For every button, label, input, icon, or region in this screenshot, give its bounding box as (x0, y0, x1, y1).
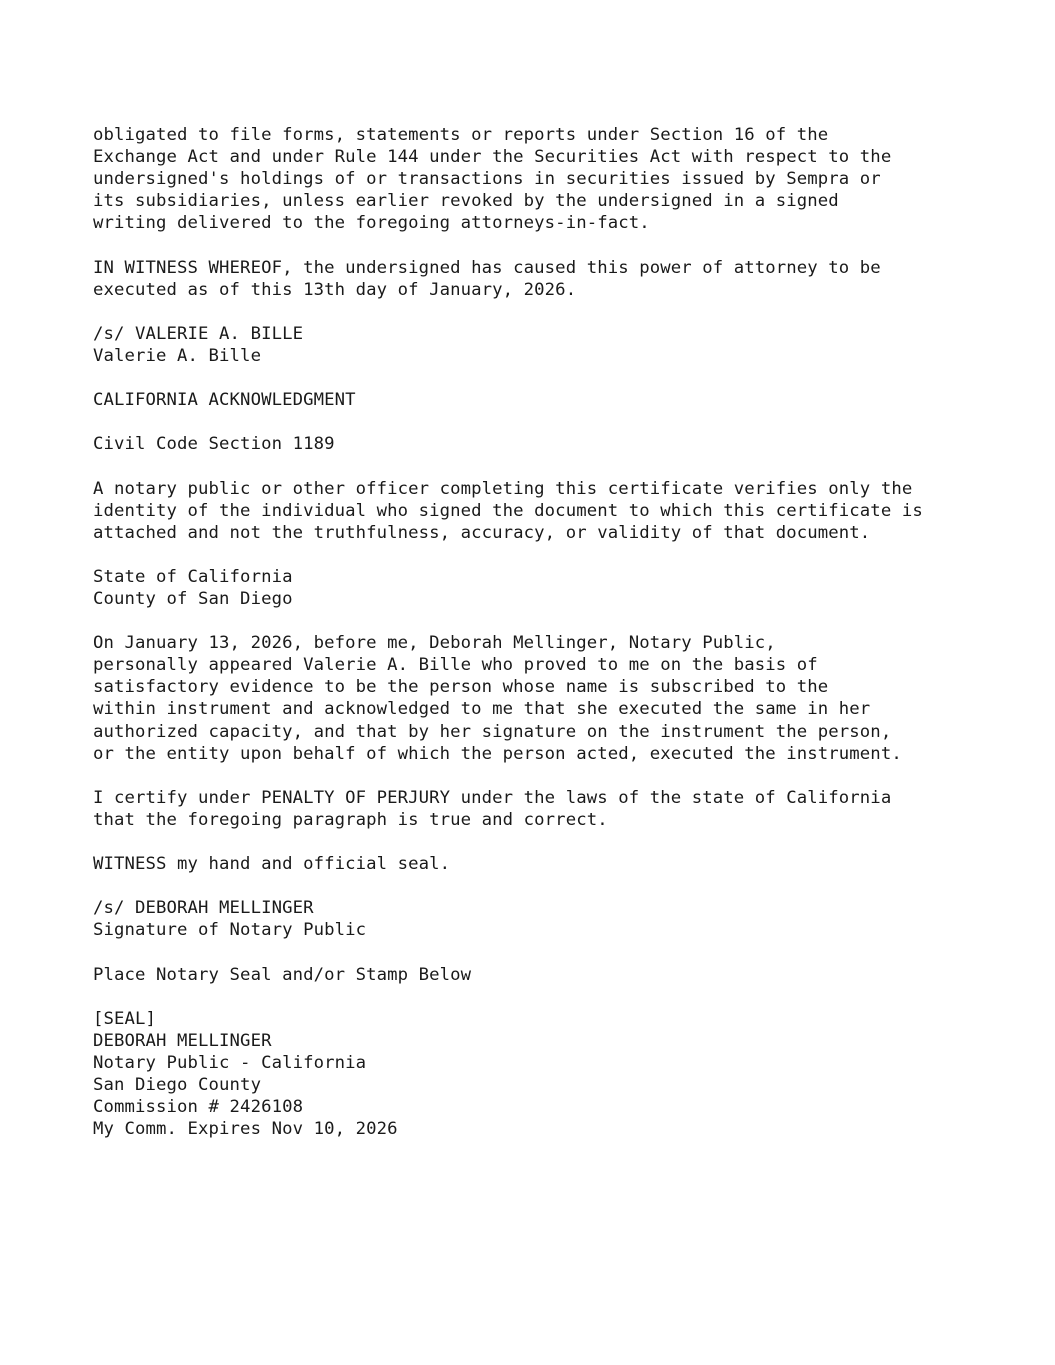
seal-name: DEBORAH MELLINGER (93, 1030, 272, 1051)
principal-name: Valerie A. Bille (93, 345, 262, 366)
document-page (93, 124, 993, 1162)
text-line: On January 13, 2026, before me, Deborah Mellinger, Notary Public, (93, 633, 776, 654)
text-line: satisfactory evidence to be the person whose name is subscribed to the (93, 677, 829, 698)
perjury-statement (93, 787, 993, 831)
witness-clause (93, 257, 993, 301)
continuation-paragraph (93, 124, 993, 234)
venue-state: State of California (93, 566, 293, 587)
text-line: A notary public or other officer completing this certificate verifies only the (93, 478, 913, 499)
text-line: identity of the individual who signed the document to which this certificate is (93, 500, 923, 521)
notary-seal (93, 1008, 993, 1141)
seal-instruction-line: Place Notary Seal and/or Stamp Below (93, 964, 472, 985)
text-line: Exchange Act and under Rule 144 under the Securities Act with respect to the (93, 147, 892, 168)
venue (93, 566, 993, 610)
venue-county: County of San Diego (93, 588, 293, 609)
seal-marker: [SEAL] (93, 1008, 157, 1029)
text-line: that the foregoing paragraph is true and correct. (93, 809, 608, 830)
witness-hand (93, 853, 993, 875)
text-line: executed as of this 13th day of January, 2026. (93, 279, 577, 300)
notary-notice (93, 478, 993, 544)
seal-instruction (93, 964, 993, 986)
text-line: writing delivered to the foregoing attorneys-in-fact. (93, 213, 650, 234)
principal-signed-line: /s/ VALERIE A. BILLE (93, 323, 304, 344)
text-line: attached and not the truthfulness, accuracy, or validity of that document. (93, 522, 871, 543)
acknowledgment-body (93, 632, 993, 765)
section-heading: CALIFORNIA ACKNOWLEDGMENT (93, 390, 356, 411)
seal-commission: Commission # 2426108 (93, 1097, 304, 1118)
notary-signature (93, 897, 993, 941)
seal-title: Notary Public - California (93, 1052, 367, 1073)
text-line: or the entity upon behalf of which the person acted, executed the instrument. (93, 743, 902, 764)
text-line: obligated to file forms, statements or reports under Section 16 of the (93, 125, 829, 145)
notary-signature-caption: Signature of Notary Public (93, 920, 367, 941)
text-line: its subsidiaries, unless earlier revoked by the undersigned in a signed (93, 191, 839, 212)
seal-county: San Diego County (93, 1075, 262, 1096)
notary-signed-line: /s/ DEBORAH MELLINGER (93, 898, 314, 919)
text-line: IN WITNESS WHEREOF, the undersigned has caused this power of attorney to be (93, 257, 881, 278)
code-section (93, 433, 993, 455)
seal-expires: My Comm. Expires Nov 10, 2026 (93, 1119, 398, 1140)
principal-signature (93, 323, 993, 367)
witness-hand-line: WITNESS my hand and official seal. (93, 854, 451, 875)
text-line: within instrument and acknowledged to me that she executed the same in her (93, 699, 871, 720)
text-line: personally appeared Valerie A. Bille who proved to me on the basis of (93, 655, 818, 676)
code-section-label: Civil Code Section 1189 (93, 434, 335, 455)
text-line: I certify under PENALTY OF PERJURY under the laws of the state of California (93, 787, 892, 808)
text-line: authorized capacity, and that by her signature on the instrument the person, (93, 721, 892, 742)
acknowledgment-title (93, 389, 993, 411)
text-line: undersigned's holdings of or transactions in securities issued by Sempra or (93, 169, 881, 190)
